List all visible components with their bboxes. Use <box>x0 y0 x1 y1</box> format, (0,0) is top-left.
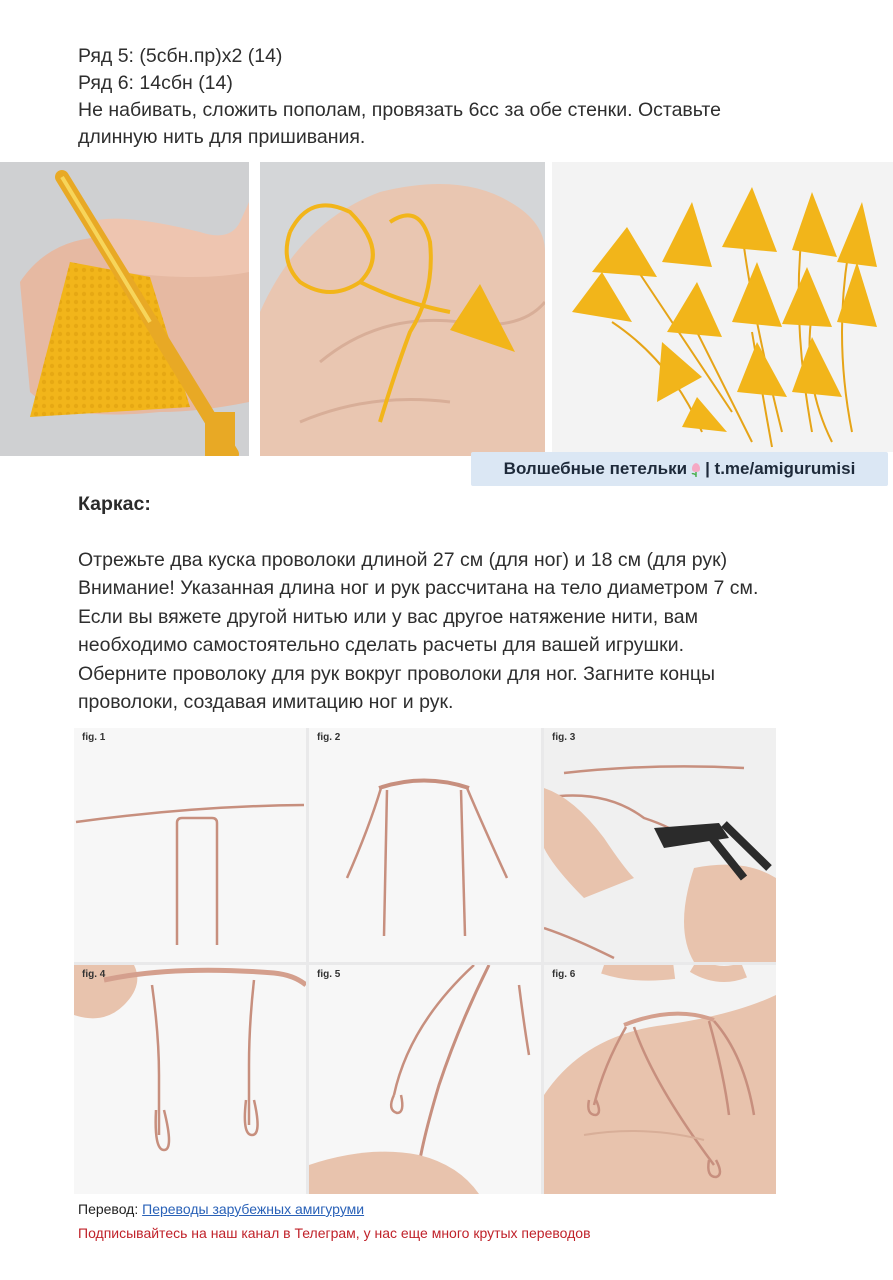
figure-3-label: fig. 3 <box>552 732 576 743</box>
figure-6-label: fig. 6 <box>552 969 576 980</box>
section-heading: Каркас: <box>78 493 151 515</box>
watermark-channel-name: Волшебные петельки <box>503 459 688 478</box>
body-text <box>78 546 758 716</box>
figure-5 <box>309 965 541 1194</box>
intro-line-instruction: Не набивать, сложить пополам, провязать 6сс за обе стенки. Оставьте <box>78 99 721 121</box>
figure-5-label: fig. 5 <box>317 969 341 980</box>
translation-label: Перевод: <box>78 1201 143 1217</box>
figure-2 <box>309 728 541 962</box>
figure-1 <box>74 728 306 962</box>
figure-1-label: fig. 1 <box>82 732 106 743</box>
intro-line-row6: Ряд 6: 14сбн (14) <box>78 72 233 94</box>
figure-4-label: fig. 4 <box>82 969 106 980</box>
figure-2-label: fig. 2 <box>317 732 341 743</box>
intro-text <box>78 43 721 151</box>
photo-many-triangles <box>552 162 893 452</box>
body-line-attention: Внимание! Указанная длина ног и рук рассчитана на тело диаметром 7 см. <box>78 577 759 600</box>
tulip-icon <box>689 461 703 477</box>
figure-3 <box>544 728 776 962</box>
body-line-calc: необходимо самостоятельно сделать расчеты для вашей игрушки. <box>78 634 685 657</box>
watermark-banner <box>471 452 888 486</box>
intro-line-instruction-cont: длинную нить для пришивания. <box>78 126 366 148</box>
intro-line-row5: Ряд 5: (5сбн.пр)х2 (14) <box>78 45 283 67</box>
subscribe-note: Подписывайтесь на наш канал в Телеграм, у нас еще много крутых переводов <box>78 1225 591 1241</box>
photo-triangle-in-hand <box>260 162 545 456</box>
watermark-telegram-link[interactable]: | t.me/amigurumisi <box>705 459 856 478</box>
translation-credit <box>78 1201 364 1217</box>
photo-crochet-hook <box>0 162 249 456</box>
body-line-cut: Отрежьте два куска проволоки длиной 27 см (для ног) и 18 см (для рук) <box>78 549 728 571</box>
body-line-tension: Если вы вяжете другой нитью или у вас другое натяжение нити, вам <box>78 605 698 628</box>
figure-6 <box>544 965 776 1194</box>
translation-link[interactable]: Переводы зарубежных амигуруми <box>142 1201 365 1217</box>
body-line-wrap: Оберните проволоку для рук вокруг проволоки для ног. Загните концы <box>78 662 716 685</box>
wire-figures-grid <box>74 728 776 1194</box>
figure-4 <box>74 965 306 1194</box>
body-line-bend: проволоки, создавая имитацию ног и рук. <box>78 691 454 714</box>
